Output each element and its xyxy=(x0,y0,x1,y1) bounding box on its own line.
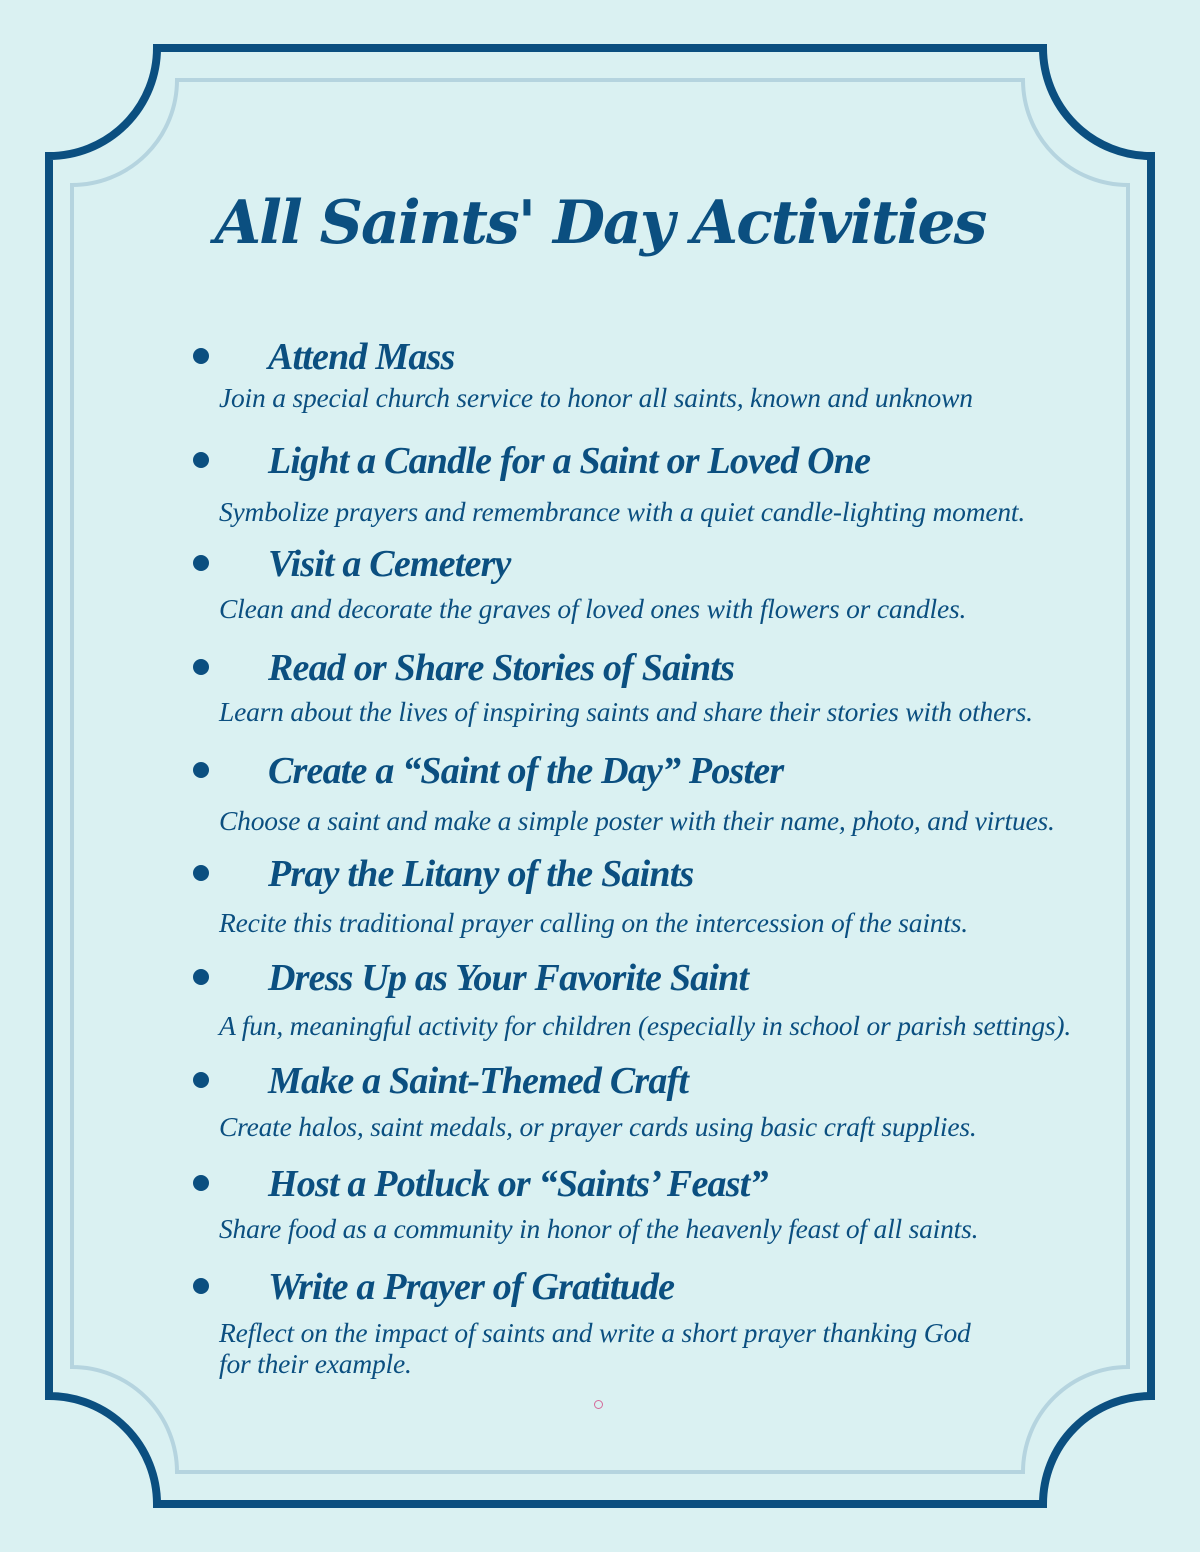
activity-title: Dress Up as Your Favorite Saint xyxy=(268,957,749,999)
activity-description: Symbolize prayers and remembrance with a quiet candle-lighting moment. xyxy=(219,496,1026,527)
activity-description: Create halos, saint medals, or prayer cards using basic craft supplies. xyxy=(219,1111,977,1142)
activity-title: Attend Mass xyxy=(268,336,455,378)
activity-title: Pray the Litany of the Saints xyxy=(268,853,694,895)
bullet-icon xyxy=(193,762,209,778)
bullet-icon xyxy=(193,865,209,881)
activity-description: Share food as a community in honor of the heavenly feast of all saints. xyxy=(219,1213,979,1244)
bullet-icon xyxy=(193,452,209,468)
bullet-icon xyxy=(193,659,209,675)
page-title: All Saints' Day Activities xyxy=(214,188,986,258)
activity-description: Clean and decorate the graves of loved ones with flowers or candles. xyxy=(219,593,967,624)
activity-title: Create a “Saint of the Day” Poster xyxy=(268,750,784,792)
bullet-icon xyxy=(193,1175,209,1191)
activity-description: Join a special church service to honor all saints, known and unknown xyxy=(219,382,973,413)
activity-description: Learn about the lives of inspiring saints and share their stories with others. xyxy=(219,696,1033,727)
page-marker-icon xyxy=(594,1400,603,1409)
activity-description: Reflect on the impact of saints and write a short prayer thanking God for their example. xyxy=(219,1317,971,1379)
activity-title: Host a Potluck or “Saints’ Feast” xyxy=(268,1163,768,1205)
activity-title: Light a Candle for a Saint or Loved One xyxy=(268,440,871,482)
bullet-icon xyxy=(193,1072,209,1088)
activity-title: Make a Saint-Themed Craft xyxy=(268,1060,689,1102)
bullet-icon xyxy=(193,348,209,364)
activity-title: Read or Share Stories of Saints xyxy=(268,647,735,689)
bullet-icon xyxy=(193,1278,209,1294)
activity-title: Visit a Cemetery xyxy=(268,543,511,585)
bullet-icon xyxy=(193,969,209,985)
activity-title: Write a Prayer of Gratitude xyxy=(268,1266,675,1308)
bullet-icon xyxy=(193,555,209,571)
activity-description: A fun, meaningful activity for children (especially in school or parish settings). xyxy=(219,1010,1072,1041)
activity-description: Recite this traditional prayer calling on the intercession of the saints. xyxy=(219,907,968,938)
activity-description: Choose a saint and make a simple poster with their name, photo, and virtues. xyxy=(219,805,1055,836)
